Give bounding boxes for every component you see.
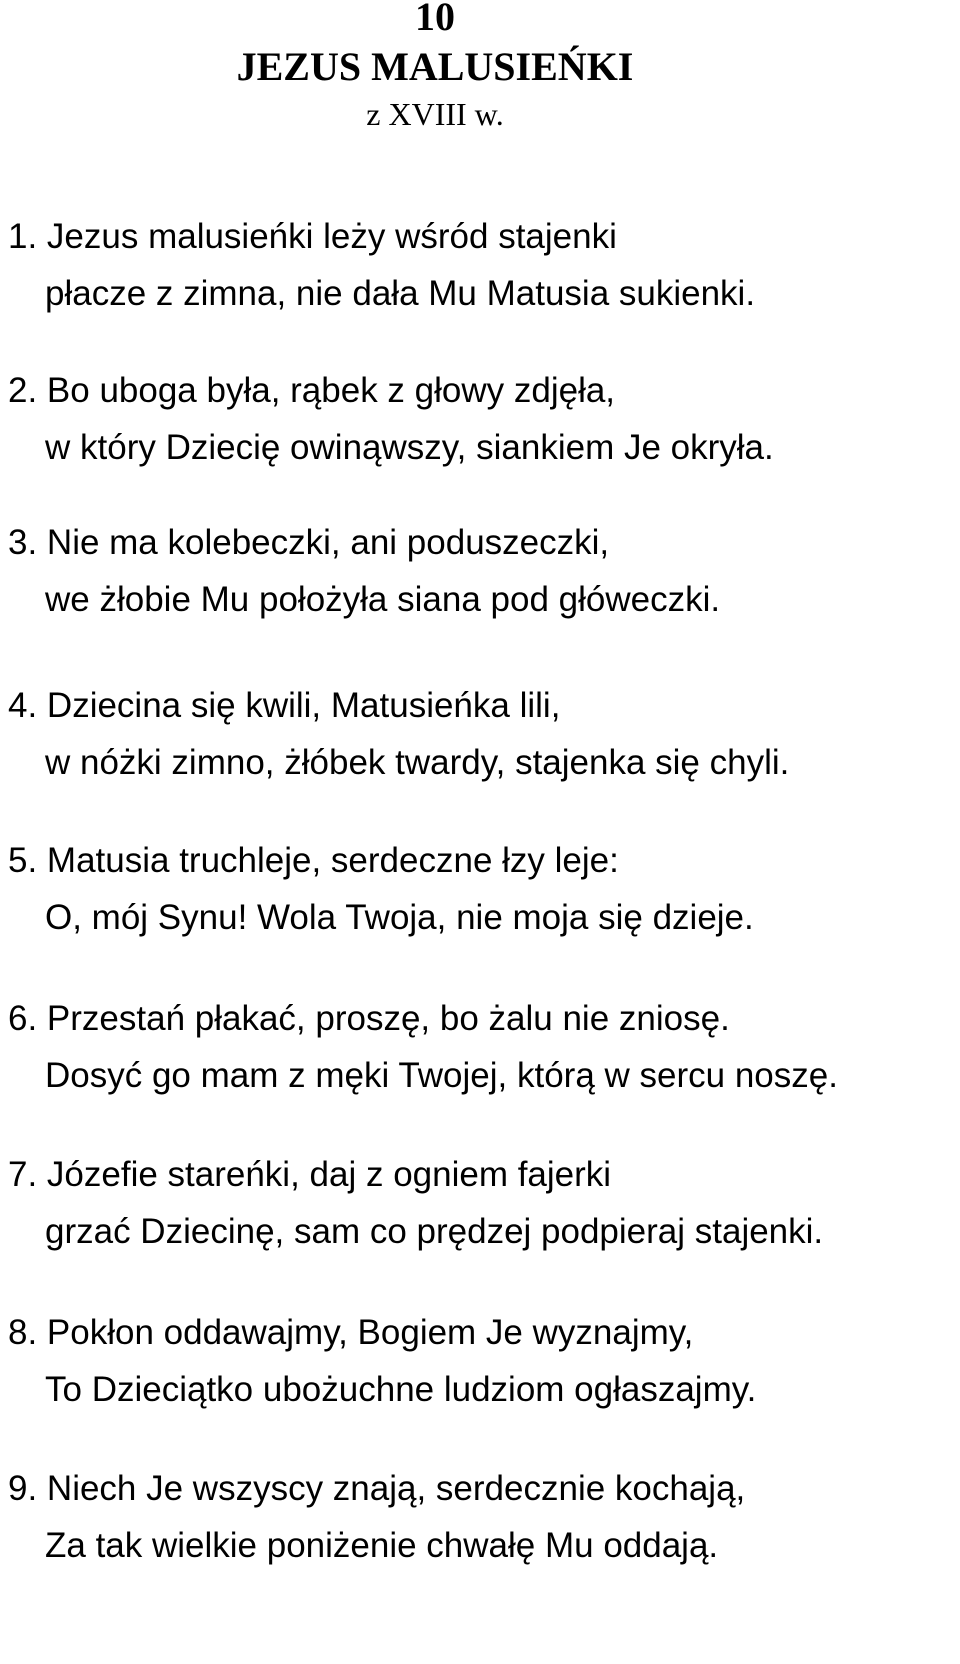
verse-8 bbox=[8, 1304, 958, 1418]
verse-9-line-1: 9. Niech Je wszyscy znają, serdecznie kochają, bbox=[8, 1469, 746, 1508]
verse-9-line-2: Za tak wielkie poniżenie chwałę Mu oddają. bbox=[45, 1526, 719, 1565]
song-number: 10 bbox=[415, 0, 455, 39]
verse-2 bbox=[8, 362, 958, 476]
verse-4 bbox=[8, 677, 958, 791]
verse-7-line-2: grzać Dziecinę, sam co prędzej podpieraj stajenki. bbox=[45, 1212, 824, 1251]
song-subtitle: z XVIII w. bbox=[366, 96, 504, 132]
verse-1-line-2: płacze z zimna, nie dała Mu Matusia sukienki. bbox=[45, 274, 756, 313]
verse-8-line-1: 8. Pokłon oddawajmy, Bogiem Je wyznajmy, bbox=[8, 1313, 694, 1352]
song-title: JEZUS MALUSIEŃKI bbox=[236, 44, 634, 89]
verse-6-line-2: Dosyć go mam z męki Twojej, którą w sercu noszę. bbox=[45, 1056, 838, 1095]
verse-7 bbox=[8, 1146, 958, 1260]
verse-2-line-1: 2. Bo uboga była, rąbek z głowy zdjęła, bbox=[8, 371, 616, 410]
verse-8-line-2: To Dzieciątko ubożuchne ludziom ogłaszajmy. bbox=[45, 1370, 757, 1409]
verse-3-line-2: we żłobie Mu położyła siana pod główeczki. bbox=[45, 580, 721, 619]
verse-1-line-1: 1. Jezus malusieńki leży wśród stajenki bbox=[8, 217, 617, 256]
verse-2-line-2: w który Dziecię owinąwszy, siankiem Je okryła. bbox=[45, 428, 774, 467]
verse-9 bbox=[8, 1460, 958, 1574]
verse-6 bbox=[8, 990, 958, 1104]
verse-7-line-1: 7. Józefie stareńki, daj z ogniem fajerki bbox=[8, 1155, 612, 1194]
verse-5 bbox=[8, 832, 958, 946]
verse-1 bbox=[8, 208, 958, 322]
verse-6-line-1: 6. Przestań płakać, proszę, bo żalu nie zniosę. bbox=[8, 999, 730, 1038]
verse-4-line-1: 4. Dziecina się kwili, Matusieńka lili, bbox=[8, 686, 561, 725]
verse-3 bbox=[8, 514, 958, 628]
verse-3-line-1: 3. Nie ma kolebeczki, ani poduszeczki, bbox=[8, 523, 610, 562]
verse-5-line-2: O, mój Synu! Wola Twoja, nie moja się dzieje. bbox=[45, 898, 754, 937]
verse-5-line-1: 5. Matusia truchleje, serdeczne łzy leje: bbox=[8, 841, 619, 880]
verse-4-line-2: w nóżki zimno, żłóbek twardy, stajenka się chyli. bbox=[45, 743, 790, 782]
